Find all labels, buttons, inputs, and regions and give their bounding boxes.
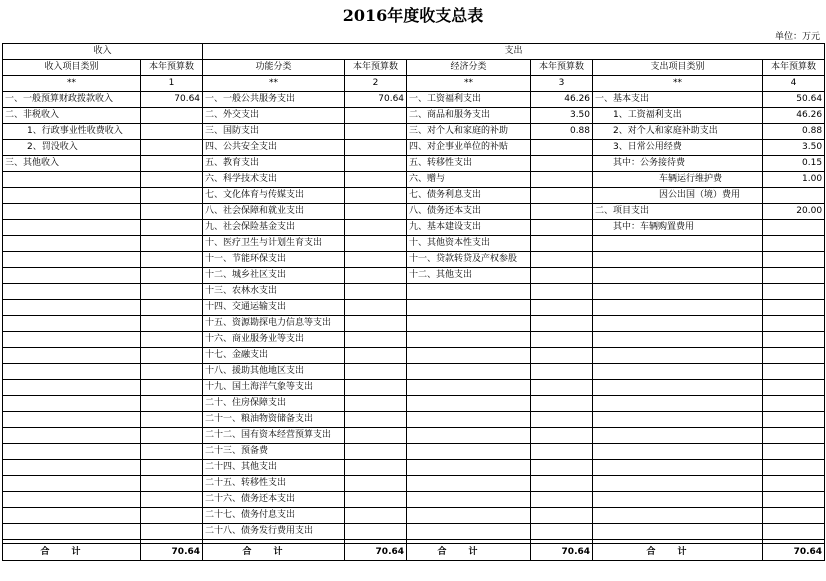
income-category-cell xyxy=(3,348,141,364)
function-amount-cell xyxy=(345,156,407,172)
income-amount-cell xyxy=(141,476,203,492)
function-amount-cell: 70.64 xyxy=(345,92,407,108)
income-category-cell xyxy=(3,380,141,396)
income-amount-cell xyxy=(141,220,203,236)
function-amount-cell xyxy=(345,412,407,428)
economic-category-cell xyxy=(407,364,531,380)
function-category-cell: 十七、金融支出 xyxy=(203,348,345,364)
expense-amount-cell xyxy=(763,316,825,332)
expense-amount-cell xyxy=(763,460,825,476)
table-row xyxy=(3,476,825,492)
function-category-cell: 十六、商业服务业等支出 xyxy=(203,332,345,348)
economic-amount-cell xyxy=(531,204,593,220)
income-category-cell xyxy=(3,396,141,412)
column-header: 功能分类 xyxy=(203,60,345,76)
economic-category-cell xyxy=(407,460,531,476)
index-cell: 1 xyxy=(141,76,203,92)
function-amount-cell xyxy=(345,348,407,364)
total-row xyxy=(3,544,825,561)
table-row xyxy=(3,252,825,268)
expense-amount-cell xyxy=(763,332,825,348)
expense-category-cell: 其中：车辆购置费用 xyxy=(593,220,763,236)
economic-category-cell xyxy=(407,412,531,428)
expense-amount-cell xyxy=(763,428,825,444)
page-title: 2016年度收支总表 xyxy=(342,6,484,25)
income-amount-cell xyxy=(141,204,203,220)
economic-amount-cell xyxy=(531,316,593,332)
total-label: 合计 xyxy=(407,544,531,561)
table-row xyxy=(3,124,825,140)
table-row xyxy=(3,412,825,428)
expense-category-cell: 1、工资福利支出 xyxy=(593,108,763,124)
column-header: 支出项目类别 xyxy=(593,60,763,76)
economic-category-cell xyxy=(407,284,531,300)
economic-amount-cell xyxy=(531,492,593,508)
function-amount-cell xyxy=(345,444,407,460)
income-amount-cell: 70.64 xyxy=(141,92,203,108)
index-cell: 3 xyxy=(531,76,593,92)
expense-amount-cell: 46.26 xyxy=(763,108,825,124)
expense-category-cell xyxy=(593,316,763,332)
economic-amount-cell xyxy=(531,156,593,172)
total-value: 70.64 xyxy=(141,544,203,561)
economic-amount-cell: 46.26 xyxy=(531,92,593,108)
function-amount-cell xyxy=(345,284,407,300)
expense-category-cell xyxy=(593,348,763,364)
income-section-header: 收入 xyxy=(3,44,203,60)
expense-amount-cell xyxy=(763,476,825,492)
income-amount-cell xyxy=(141,252,203,268)
expense-amount-cell: 1.00 xyxy=(763,172,825,188)
expense-amount-cell xyxy=(763,444,825,460)
function-category-cell: 二十一、粮油物资储备支出 xyxy=(203,412,345,428)
income-category-cell xyxy=(3,428,141,444)
economic-category-cell: 九、基本建设支出 xyxy=(407,220,531,236)
table-row xyxy=(3,508,825,524)
economic-amount-cell xyxy=(531,524,593,540)
economic-category-cell: 八、债务还本支出 xyxy=(407,204,531,220)
function-amount-cell xyxy=(345,252,407,268)
table-row xyxy=(3,220,825,236)
function-category-cell: 十九、国土海洋气象等支出 xyxy=(203,380,345,396)
function-category-cell: 二十二、国有资本经营预算支出 xyxy=(203,428,345,444)
column-header-row xyxy=(3,60,825,76)
income-category-cell xyxy=(3,188,141,204)
function-category-cell: 二十五、转移性支出 xyxy=(203,476,345,492)
expense-amount-cell xyxy=(763,284,825,300)
total-label: 合计 xyxy=(3,544,141,561)
table-row xyxy=(3,524,825,540)
economic-category-cell: 七、债务利息支出 xyxy=(407,188,531,204)
table-row xyxy=(3,332,825,348)
budget-table xyxy=(2,43,825,561)
function-category-cell: 八、社会保障和就业支出 xyxy=(203,204,345,220)
income-amount-cell xyxy=(141,236,203,252)
table-row xyxy=(3,300,825,316)
expense-category-cell xyxy=(593,412,763,428)
total-value: 70.64 xyxy=(345,544,407,561)
economic-category-cell xyxy=(407,396,531,412)
expense-amount-cell: 20.00 xyxy=(763,204,825,220)
expense-amount-cell xyxy=(763,492,825,508)
function-category-cell: 一、一般公共服务支出 xyxy=(203,92,345,108)
expense-amount-cell xyxy=(763,268,825,284)
economic-category-cell xyxy=(407,508,531,524)
income-amount-cell xyxy=(141,268,203,284)
expense-amount-cell: 0.88 xyxy=(763,124,825,140)
economic-category-cell xyxy=(407,332,531,348)
economic-amount-cell xyxy=(531,236,593,252)
expense-category-cell xyxy=(593,236,763,252)
economic-category-cell xyxy=(407,316,531,332)
income-category-cell xyxy=(3,460,141,476)
expense-amount-cell xyxy=(763,348,825,364)
expense-amount-cell xyxy=(763,188,825,204)
function-category-cell: 十、医疗卫生与计划生育支出 xyxy=(203,236,345,252)
table-row xyxy=(3,428,825,444)
income-category-cell xyxy=(3,300,141,316)
economic-amount-cell xyxy=(531,188,593,204)
income-amount-cell xyxy=(141,300,203,316)
economic-amount-cell xyxy=(531,444,593,460)
expense-category-cell xyxy=(593,492,763,508)
function-category-cell: 七、文化体育与传媒支出 xyxy=(203,188,345,204)
economic-amount-cell xyxy=(531,428,593,444)
table-row xyxy=(3,108,825,124)
unit-label: 单位：万元 xyxy=(774,32,820,42)
income-amount-cell xyxy=(141,348,203,364)
income-category-cell xyxy=(3,204,141,220)
economic-category-cell xyxy=(407,380,531,396)
function-amount-cell xyxy=(345,380,407,396)
income-category-cell: 一、一般预算财政拨款收入 xyxy=(3,92,141,108)
economic-amount-cell: 3.50 xyxy=(531,108,593,124)
function-amount-cell xyxy=(345,524,407,540)
function-category-cell: 十八、援助其他地区支出 xyxy=(203,364,345,380)
table-row xyxy=(3,348,825,364)
economic-amount-cell xyxy=(531,508,593,524)
income-amount-cell xyxy=(141,140,203,156)
economic-category-cell xyxy=(407,428,531,444)
function-category-cell: 二十三、预备费 xyxy=(203,444,345,460)
total-value: 70.64 xyxy=(763,544,825,561)
function-amount-cell xyxy=(345,220,407,236)
economic-amount-cell xyxy=(531,172,593,188)
table-row xyxy=(3,444,825,460)
economic-amount-cell xyxy=(531,460,593,476)
function-category-cell: 六、科学技术支出 xyxy=(203,172,345,188)
economic-amount-cell xyxy=(531,332,593,348)
income-amount-cell xyxy=(141,428,203,444)
income-amount-cell xyxy=(141,108,203,124)
income-amount-cell xyxy=(141,124,203,140)
expense-amount-cell xyxy=(763,396,825,412)
economic-category-cell: 一、工资福利支出 xyxy=(407,92,531,108)
income-amount-cell xyxy=(141,396,203,412)
income-amount-cell xyxy=(141,188,203,204)
expense-category-cell: 其中：公务接待费 xyxy=(593,156,763,172)
economic-amount-cell xyxy=(531,300,593,316)
function-amount-cell xyxy=(345,508,407,524)
table-row xyxy=(3,92,825,108)
function-category-cell: 四、公共安全支出 xyxy=(203,140,345,156)
economic-amount-cell xyxy=(531,220,593,236)
expense-category-cell: 二、项目支出 xyxy=(593,204,763,220)
column-header: 本年预算数 xyxy=(763,60,825,76)
table-row xyxy=(3,268,825,284)
function-amount-cell xyxy=(345,332,407,348)
income-category-cell xyxy=(3,524,141,540)
expense-category-cell xyxy=(593,476,763,492)
function-category-cell: 十四、交通运输支出 xyxy=(203,300,345,316)
economic-category-cell xyxy=(407,524,531,540)
function-amount-cell xyxy=(345,268,407,284)
economic-category-cell: 五、转移性支出 xyxy=(407,156,531,172)
income-category-cell: 三、其他收入 xyxy=(3,156,141,172)
expense-amount-cell xyxy=(763,300,825,316)
function-category-cell: 二十七、债务付息支出 xyxy=(203,508,345,524)
expense-category-cell: 因公出国（境）费用 xyxy=(593,188,763,204)
expense-category-cell: 车辆运行维护费 xyxy=(593,172,763,188)
expense-category-cell xyxy=(593,300,763,316)
expense-category-cell xyxy=(593,284,763,300)
income-category-cell xyxy=(3,364,141,380)
function-category-cell: 十一、节能环保支出 xyxy=(203,252,345,268)
column-header: 本年预算数 xyxy=(141,60,203,76)
income-category-cell xyxy=(3,412,141,428)
expense-category-cell xyxy=(593,364,763,380)
function-amount-cell xyxy=(345,300,407,316)
income-category-cell: 二、非税收入 xyxy=(3,108,141,124)
index-cell: ** xyxy=(3,76,141,92)
function-amount-cell xyxy=(345,428,407,444)
function-category-cell: 九、社会保险基金支出 xyxy=(203,220,345,236)
table-row xyxy=(3,156,825,172)
index-cell: 4 xyxy=(763,76,825,92)
total-label: 合计 xyxy=(593,544,763,561)
income-category-cell xyxy=(3,252,141,268)
table-row xyxy=(3,364,825,380)
index-cell: ** xyxy=(203,76,345,92)
function-category-cell: 十三、农林水支出 xyxy=(203,284,345,300)
economic-amount-cell xyxy=(531,396,593,412)
function-amount-cell xyxy=(345,460,407,476)
expense-category-cell xyxy=(593,460,763,476)
table-row xyxy=(3,492,825,508)
expense-amount-cell xyxy=(763,364,825,380)
income-amount-cell xyxy=(141,172,203,188)
table-row xyxy=(3,380,825,396)
economic-amount-cell xyxy=(531,476,593,492)
function-amount-cell xyxy=(345,172,407,188)
table-row xyxy=(3,172,825,188)
function-category-cell: 二十八、债务发行费用支出 xyxy=(203,524,345,540)
column-header: 收入项目类别 xyxy=(3,60,141,76)
function-amount-cell xyxy=(345,108,407,124)
function-amount-cell xyxy=(345,396,407,412)
income-amount-cell xyxy=(141,492,203,508)
economic-amount-cell xyxy=(531,380,593,396)
table-body xyxy=(3,92,825,540)
economic-category-cell xyxy=(407,492,531,508)
economic-amount-cell xyxy=(531,268,593,284)
income-amount-cell xyxy=(141,332,203,348)
column-header: 本年预算数 xyxy=(345,60,407,76)
expense-category-cell: 一、基本支出 xyxy=(593,92,763,108)
economic-amount-cell xyxy=(531,412,593,428)
income-amount-cell xyxy=(141,524,203,540)
table-row xyxy=(3,236,825,252)
expense-amount-cell: 0.15 xyxy=(763,156,825,172)
income-category-cell xyxy=(3,492,141,508)
economic-category-cell: 十一、贷款转贷及产权参股 xyxy=(407,252,531,268)
income-category-cell: 2、罚没收入 xyxy=(3,140,141,156)
function-amount-cell xyxy=(345,188,407,204)
expense-amount-cell xyxy=(763,236,825,252)
economic-amount-cell xyxy=(531,284,593,300)
expense-category-cell xyxy=(593,268,763,284)
total-label: 合计 xyxy=(203,544,345,561)
income-category-cell xyxy=(3,268,141,284)
income-amount-cell xyxy=(141,364,203,380)
column-header: 本年预算数 xyxy=(531,60,593,76)
expense-category-cell xyxy=(593,332,763,348)
table-row xyxy=(3,316,825,332)
expense-amount-cell: 50.64 xyxy=(763,92,825,108)
function-amount-cell xyxy=(345,476,407,492)
expense-category-cell xyxy=(593,252,763,268)
column-header: 经济分类 xyxy=(407,60,531,76)
economic-amount-cell xyxy=(531,364,593,380)
function-amount-cell xyxy=(345,236,407,252)
income-category-cell xyxy=(3,284,141,300)
expense-amount-cell xyxy=(763,252,825,268)
income-category-cell xyxy=(3,220,141,236)
function-category-cell: 三、国防支出 xyxy=(203,124,345,140)
expense-category-cell xyxy=(593,428,763,444)
economic-amount-cell xyxy=(531,140,593,156)
expense-amount-cell xyxy=(763,220,825,236)
income-category-cell xyxy=(3,476,141,492)
expense-amount-cell xyxy=(763,508,825,524)
function-amount-cell xyxy=(345,364,407,380)
function-category-cell: 二十六、债务还本支出 xyxy=(203,492,345,508)
expense-amount-cell xyxy=(763,524,825,540)
economic-category-cell: 三、对个人和家庭的补助 xyxy=(407,124,531,140)
table-row xyxy=(3,396,825,412)
economic-amount-cell xyxy=(531,252,593,268)
expense-category-cell: 3、日常公用经费 xyxy=(593,140,763,156)
income-amount-cell xyxy=(141,156,203,172)
economic-category-cell: 二、商品和服务支出 xyxy=(407,108,531,124)
income-category-cell xyxy=(3,444,141,460)
expense-category-cell xyxy=(593,380,763,396)
expense-category-cell xyxy=(593,524,763,540)
economic-category-cell: 六、赠与 xyxy=(407,172,531,188)
function-amount-cell xyxy=(345,316,407,332)
function-category-cell: 十五、资源勘探电力信息等支出 xyxy=(203,316,345,332)
table-row xyxy=(3,460,825,476)
table-row xyxy=(3,284,825,300)
expense-category-cell xyxy=(593,396,763,412)
economic-amount-cell: 0.88 xyxy=(531,124,593,140)
income-amount-cell xyxy=(141,380,203,396)
economic-category-cell: 十二、其他支出 xyxy=(407,268,531,284)
function-amount-cell xyxy=(345,492,407,508)
total-value: 70.64 xyxy=(531,544,593,561)
economic-amount-cell xyxy=(531,348,593,364)
income-amount-cell xyxy=(141,316,203,332)
income-amount-cell xyxy=(141,508,203,524)
function-category-cell: 二、外交支出 xyxy=(203,108,345,124)
section-header-row xyxy=(3,44,825,60)
economic-category-cell xyxy=(407,444,531,460)
income-category-cell xyxy=(3,332,141,348)
index-row xyxy=(3,76,825,92)
function-amount-cell xyxy=(345,204,407,220)
economic-category-cell xyxy=(407,300,531,316)
index-cell: ** xyxy=(593,76,763,92)
income-category-cell xyxy=(3,316,141,332)
income-amount-cell xyxy=(141,412,203,428)
income-category-cell xyxy=(3,172,141,188)
function-amount-cell xyxy=(345,140,407,156)
index-cell: 2 xyxy=(345,76,407,92)
table-row xyxy=(3,140,825,156)
function-amount-cell xyxy=(345,124,407,140)
income-amount-cell xyxy=(141,460,203,476)
expense-category-cell xyxy=(593,444,763,460)
income-category-cell xyxy=(3,508,141,524)
function-category-cell: 十二、城乡社区支出 xyxy=(203,268,345,284)
table-row xyxy=(3,204,825,220)
income-amount-cell xyxy=(141,444,203,460)
income-category-cell xyxy=(3,236,141,252)
income-category-cell: 1、行政事业性收费收入 xyxy=(3,124,141,140)
economic-category-cell xyxy=(407,348,531,364)
expense-category-cell: 2、对个人和家庭补助支出 xyxy=(593,124,763,140)
expense-amount-cell xyxy=(763,380,825,396)
function-category-cell: 二十四、其他支出 xyxy=(203,460,345,476)
economic-category-cell: 四、对企事业单位的补贴 xyxy=(407,140,531,156)
expense-amount-cell xyxy=(763,412,825,428)
function-category-cell: 五、教育支出 xyxy=(203,156,345,172)
expense-amount-cell: 3.50 xyxy=(763,140,825,156)
income-amount-cell xyxy=(141,284,203,300)
economic-category-cell: 十、其他资本性支出 xyxy=(407,236,531,252)
economic-category-cell xyxy=(407,476,531,492)
table-row xyxy=(3,188,825,204)
index-cell: ** xyxy=(407,76,531,92)
expense-category-cell xyxy=(593,508,763,524)
expense-section-header: 支出 xyxy=(203,44,825,60)
function-category-cell: 二十、住房保障支出 xyxy=(203,396,345,412)
